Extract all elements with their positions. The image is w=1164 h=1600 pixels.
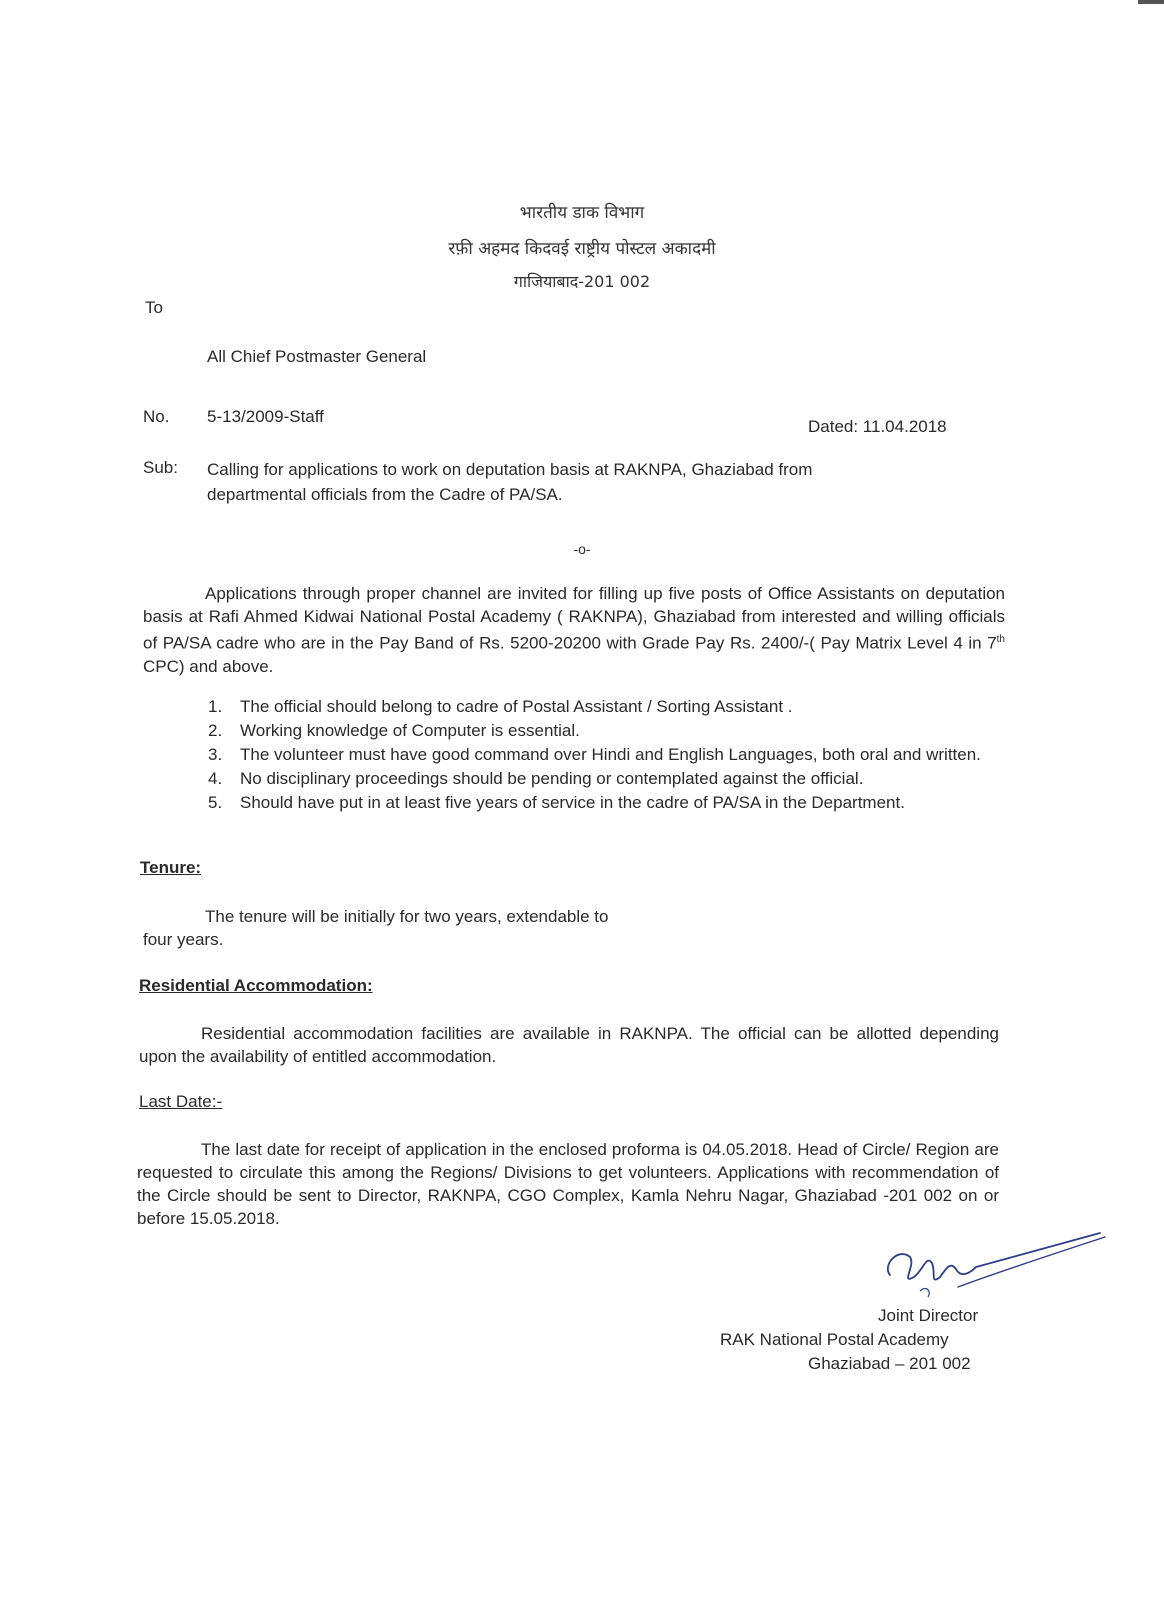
intro-text: Applications through proper channel are invited for filling up five posts of Office Assistants on deputation basis at Rafi Ahmed Kidwai National Postal Academy ( RAKNPA), Ghaziabad from interested and willing officials of PA/SA cadre who are in the Pay Band of Rs. 5200-20200 with Grade Pay Rs. 2400/-( Pay Matrix Level 4 in 7 (143, 584, 1005, 653)
reference-no-label: No. (143, 407, 170, 426)
intro-superscript: th (996, 634, 1005, 645)
list-item: 1. The official should belong to cadre of Postal Assistant / Sorting Assistant . (208, 697, 793, 716)
list-item: 4. No disciplinary proceedings should be pending or contemplated against the official. (208, 769, 864, 788)
subject-line-1: Calling for applications to work on deputation basis at RAKNPA, Ghaziabad from (207, 460, 813, 479)
scan-edge-mark (1138, 0, 1164, 4)
signatory-title: Joint Director (878, 1306, 979, 1325)
letterhead-line-2: रफ़ी अहमद किदवई राष्ट्रीय पोस्टल अकादमी (448, 239, 716, 259)
intro-paragraph (143, 582, 1005, 678)
requirements-list (208, 696, 1006, 816)
subject-label: Sub: (143, 458, 178, 477)
list-item: 3. The volunteer must have good command over Hindi and English Languages, both oral and written. (208, 745, 981, 764)
intro-text-end: CPC) and above. (143, 656, 274, 676)
to-label: To (145, 298, 163, 317)
tenure-line-2: four years. (143, 930, 224, 949)
list-item: 5. Should have put in at least five years of service in the cadre of PA/SA in the Department. (208, 793, 905, 812)
accommodation-heading: Residential Accommodation: (139, 976, 373, 995)
signatory-city: Ghaziabad – 201 002 (808, 1354, 971, 1373)
letterhead-line-1: भारतीय डाक विभाग (519, 203, 645, 223)
reference-no-value: 5-13/2009-Staff (207, 407, 324, 426)
recipient: All Chief Postmaster General (207, 347, 427, 366)
last-date-paragraph: The last date for receipt of application in the enclosed proforma is 04.05.2018. Head of Circle/ Region are requested to circulate this among the Regions/ Divisions to get volunteers. Applications with recommendation of the Circle should be sent to Director, RAKNPA, CGO Complex, Kamla Nehru Nagar, Ghaziabad -201 002 on or before 15.05.2018. (137, 1140, 999, 1228)
accommodation-paragraph: Residential accommodation facilities are available in RAKNPA. The official can be allotted depending upon the availability of entitled accommodation. (139, 1024, 999, 1066)
list-item: 2. Working knowledge of Computer is essential. (208, 721, 580, 740)
letterhead-line-3: गाजियाबाद-201 002 (513, 272, 651, 291)
tenure-heading: Tenure: (140, 858, 202, 877)
separator: -o- (573, 541, 591, 557)
signatory-org: RAK National Postal Academy (720, 1330, 949, 1349)
last-date-heading: Last Date:- (139, 1092, 223, 1111)
letter-date: Dated: 11.04.2018 (808, 417, 947, 436)
tenure-line-1: The tenure will be initially for two years, extendable to (205, 907, 609, 926)
subject-line-2: departmental officials from the Cadre of PA/SA. (207, 485, 563, 504)
